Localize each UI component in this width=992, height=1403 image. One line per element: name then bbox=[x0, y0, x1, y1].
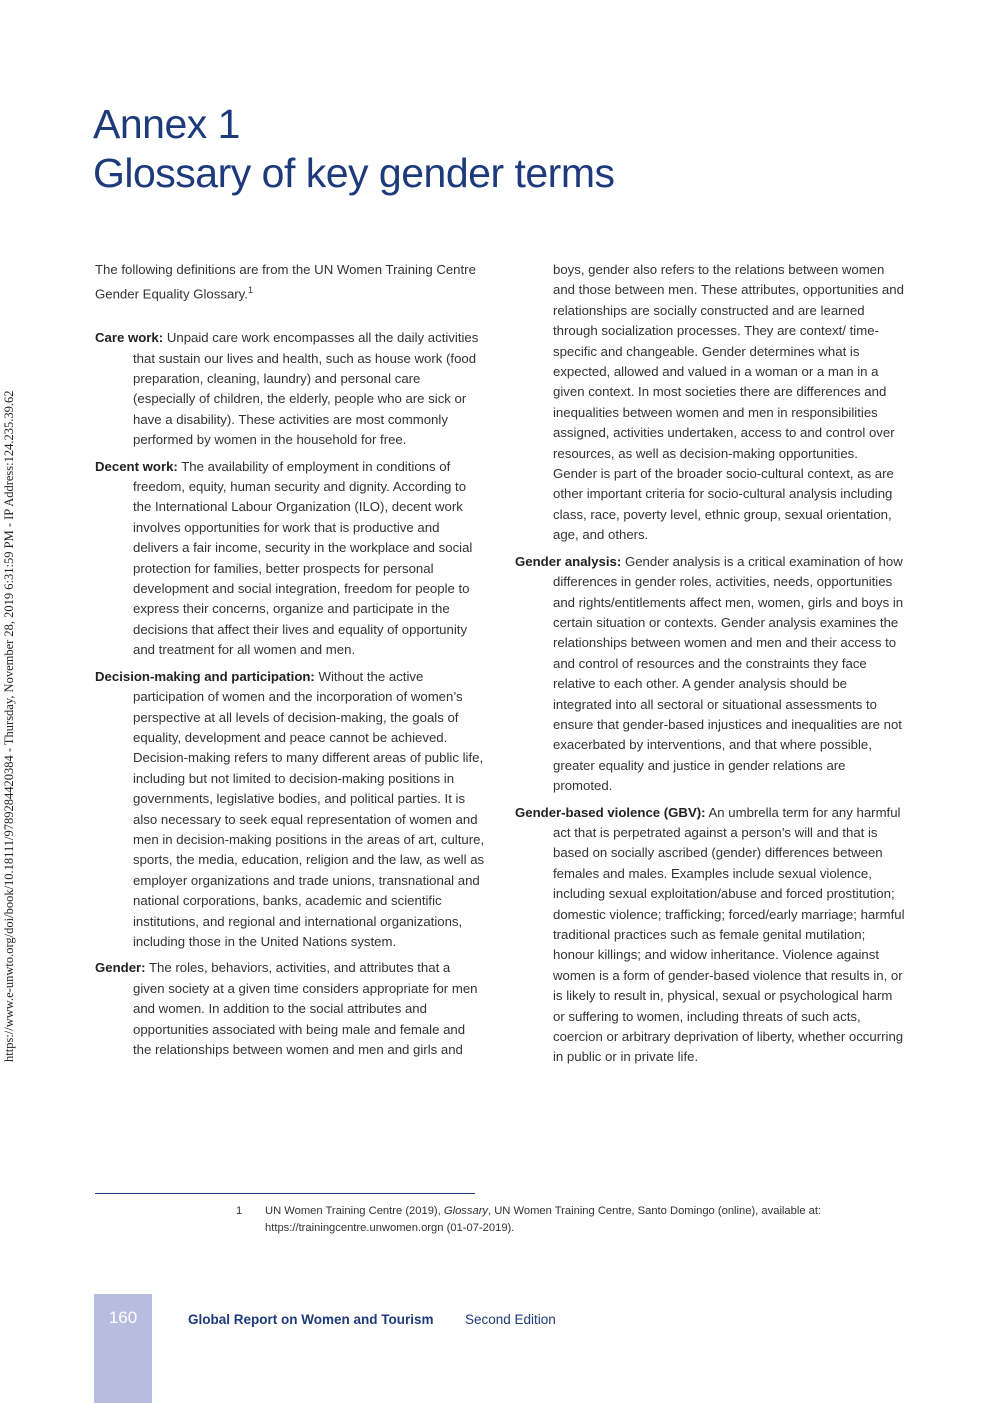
footnote-text-before: UN Women Training Centre (2019), bbox=[265, 1205, 444, 1217]
glossary-term: Gender-based violence (GBV): bbox=[515, 804, 706, 820]
page-number: 160 bbox=[108, 1308, 138, 1327]
glossary-term: Gender analysis: bbox=[515, 553, 622, 569]
glossary-definition: Gender analysis is a critical examination of how differences in gender roles, activities, needs, opportunities and rights/entitlements affect men, women, girls and boys in certain situation or contexts. Gender analysis examines the relationships between women and men and their access to and control of resources and the constraints they face relative to each other. A gender analysis should be integrated into all sectoral or situational assessments to ensure that gender-based injustices and inequalities are not exacerbated by interventions, and that where possible, greater equality and justice in gender relations are promoted. bbox=[553, 553, 904, 794]
glossary-definition: The availability of employment in conditions of freedom, equity, human security and dignity. According to the International Labour Organization (ILO), decent work involves opportunities for work that is productive and delivers a fair income, security in the workplace and social protection for families, better prospects for personal development and social integration, freedom for people to express their concerns, organize and participate in the decisions that affect their lives and equality of opportunity and treatment for all women and men. bbox=[133, 458, 473, 658]
glossary-definition: Without the active participation of women and the incorporation of women’s perspective at all levels of decision-making, the goals of equality, development and peace cannot be achieved. Decision-making refers to many different areas of public life, including but not limited to decision-making positions in governments, legislative bodies, and political parties. It is also necessary to seek equal representation of women and men in decision-making positions in the areas of art, culture, sports, the media, education, religion and the law, as well as employer organizations and trade unions, transnational and national corporations, banks, academic and scientific institutions, and regional and international organizations, including those in the United Nations system. bbox=[133, 668, 485, 949]
download-watermark bbox=[0, 0, 22, 1403]
glossary-term: Care work: bbox=[95, 330, 164, 346]
intro-paragraph bbox=[95, 260, 485, 305]
page-number-tab bbox=[94, 1294, 152, 1403]
footnote bbox=[236, 1203, 846, 1237]
glossary-column-left bbox=[95, 260, 485, 1066]
intro-text: The following definitions are from the UN Women Training Centre Gender Equality Glossary. bbox=[95, 262, 476, 302]
glossary-column-right bbox=[515, 260, 905, 1074]
footnote-italic-title: Glossary bbox=[443, 1205, 489, 1217]
page-title bbox=[93, 100, 614, 198]
footnote-divider bbox=[95, 1193, 475, 1194]
footer-publication-title: Global Report on Women and Tourism bbox=[188, 1312, 434, 1327]
glossary-entry-gbv bbox=[515, 803, 905, 1068]
glossary-entry-decent-work bbox=[95, 457, 485, 661]
glossary-definition: Unpaid care work encompasses all the daily activities that sustain our lives and health, such as house work (food preparation, cleaning, laundry) and personal care (especially of children, the elderly, people who are sick or have a disability). These activities are most commonly performed by women in the household for free. bbox=[133, 330, 479, 448]
glossary-entry-decision-making bbox=[95, 667, 485, 953]
glossary-definition: An umbrella term for any harmful act that is perpetrated against a person’s will and that is based on socially ascribed (gender) differences between females and males. Examples include sexual violence, including sexual exploitation/abuse and forced prostitution; domestic violence; trafficking; forced/early marriage; harmful traditional practices such as female genital mutilation; honour killings; and widow inheritance. Violence against women is a form of gender-based violence that results in, or is likely to result in, physical, sexual or psychological harm or suffering to women, including threats of such acts, coercion or arbitrary deprivation of liberty, whether occurring in public or in private life. bbox=[553, 804, 905, 1065]
glossary-definition: The roles, behaviors, activities, and attributes that a given society at a given time considers appropriate for men and women. In addition to the social attributes and opportunities associated with being male and female and the relationships between women and men and girls and bbox=[133, 960, 478, 1058]
footnote-text bbox=[265, 1203, 846, 1237]
glossary-entry-gender bbox=[95, 958, 485, 1060]
glossary-term: Decision-making and participation: bbox=[95, 668, 315, 684]
glossary-term: Gender: bbox=[95, 960, 146, 976]
glossary-definition: boys, gender also refers to the relations between women and those between men. These attributes, opportunities and relationships are socially constructed and are learned through socialization processes. They are context/ time-specific and changeable. Gender determines what is expected, allowed and valued in a woman or a man in a given context. In most societies there are differences and inequalities between women and men in responsibilities assigned, activities undertaken, access to and control over resources, as well as decision-making opportunities. Gender is part of the broader socio-cultural context, as are other important criteria for socio-cultural analysis including class, race, poverty level, ethnic group, sexual orientation, age, and others. bbox=[553, 262, 904, 543]
footnote-reference[interactable]: 1 bbox=[247, 285, 253, 296]
footnote-text-after: , UN Women Training Centre, Santo Domingo (online), available at: https://trainingcentre.unwomen.orgn (01-07-2019). bbox=[265, 1205, 822, 1234]
glossary-entry-gender-continued bbox=[515, 260, 905, 546]
glossary-entry-gender-analysis bbox=[515, 552, 905, 797]
footnote-number: 1 bbox=[236, 1205, 243, 1217]
annex-heading: Glossary of key gender terms bbox=[93, 150, 615, 196]
glossary-term: Decent work: bbox=[95, 458, 178, 474]
annex-label: Annex 1 bbox=[93, 101, 240, 147]
glossary-entry-care-work bbox=[95, 328, 485, 450]
footer-edition: Second Edition bbox=[465, 1312, 556, 1327]
watermark-text: https://www.e-unwto.org/doi/book/10.18111/9789284420384 - Thursday, November 28, 2019 6:31:59 PM - IP Address:124.235.39.62 bbox=[2, 390, 16, 1062]
